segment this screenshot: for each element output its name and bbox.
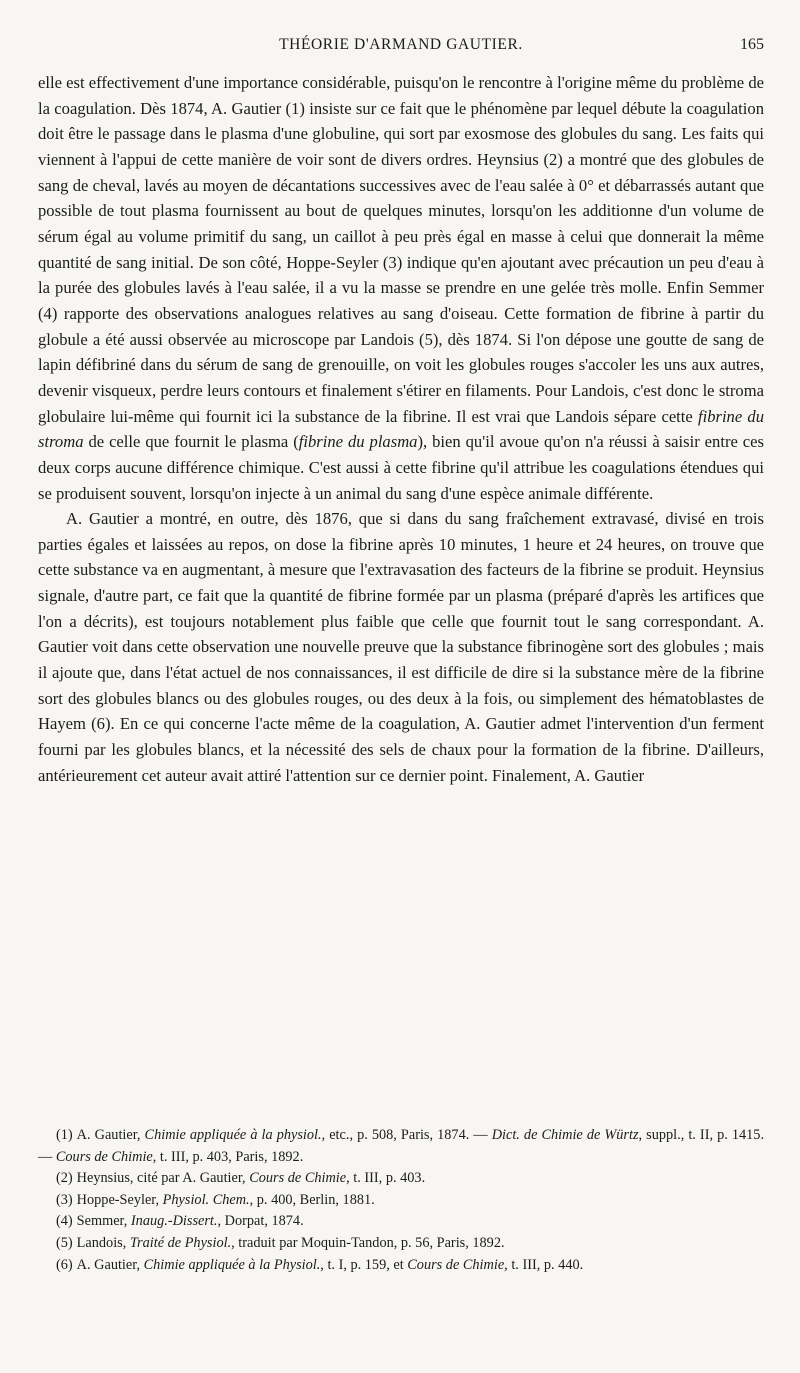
footnote-2-text-2: , t. III, p. 403. <box>346 1170 426 1187</box>
footnote-6 <box>38 1255 764 1277</box>
footnote-6-mark: (6) <box>56 1256 73 1273</box>
paragraph-1-text-2: de celle que fournit le plasma ( <box>83 432 299 452</box>
footnote-1-text-2: , etc., p. 508, Paris, 1874. — <box>321 1127 492 1143</box>
page-number: 165 <box>740 36 764 53</box>
footnote-6-text-3: , t. III, p. 440. <box>504 1256 584 1273</box>
footnote-3-text-2: , p. 400, Berlin, 1881. <box>249 1191 375 1208</box>
footnote-3-text: Hoppe-Seyler, <box>76 1191 163 1208</box>
body-text <box>38 70 764 788</box>
footnote-1 <box>38 1125 764 1168</box>
footnote-3 <box>38 1190 764 1212</box>
footnote-6-title-2: Cours de Chimie <box>407 1256 505 1273</box>
footnote-1-text-3: , suppl., t. II, p. 1415. — <box>38 1127 765 1165</box>
footnote-3-title: Physiol. Chem. <box>162 1191 250 1208</box>
footnote-3-mark: (3) <box>56 1191 73 1208</box>
footnote-2-title: Cours de Chimie <box>249 1170 347 1187</box>
paragraph-2: A. Gautier a montré, en outre, dès 1876, que si dans du sang fraîchement extravasé, divisé en trois parties égales et laissées au repos, on dose la fibrine après 10 minutes, 1 heure et 24 heures, on trouve que cette substance va en augmentant, à mesure que l'extravasation des facteurs de la fibrine se produit. Heynsius signale, d'autre part, ce fait que la quantité de fibrine formée par un plasma (préparé d'après les artifices que l'on a décrits), est toujours notablement plus faible que celle que fournit tout le sang correspondant. A. Gautier voit dans cette observation une nouvelle preuve que la substance fibrinogène sort des globules ; mais il ajoute que, dans l'état actuel de nos connaissances, il est difficile de dire si la substance mère de la fibrine sort des globules blancs ou des globules rouges, ou des deux à la fois, ou simplement des hématoblastes de Hayem (6). En ce qui concerne l'acte même de la coagulation, A. Gautier admet l'intervention d'un ferment fourni par les globules blancs, et la nécessité des sels de chaux pour la formation de la fibrine. D'ailleurs, antérieurement cet auteur avait attiré l'attention sur ce dernier point. Finalement, A. Gautier <box>38 509 764 785</box>
footnote-5-text-2: , traduit par Moquin-Tandon, p. 56, Paris, 1892. <box>231 1234 505 1251</box>
paragraph-1 <box>38 70 764 506</box>
footnote-5-title: Traité de Physiol. <box>129 1234 232 1251</box>
paragraph-1-text: elle est effectivement d'une importance considérable, puisqu'on le rencontre à l'origine même du problème de la coagulation. Dès 1874, A. Gautier (1) insiste sur ce fait que le phénomène par lequel débute la coagulation doit être le passage dans le plasma d'une globuline, qui sort par exosmose des globules du sang. Les faits qui viennent à l'appui de cette manière de voir sont de divers ordres. Heynsius (2) a montré que des globules de sang de cheval, lavés au moyen de décantations successives avec de l'eau salée à 0° et débarrassés autant que possible de tout plasma fournissent au bout de quelques minutes, lorsqu'on les additionne d'un volume de sérum égal au volume primitif du sang, un caillot à peu près égal en masse à celui que donnerait la même quantité de sang initial. De son côté, Hoppe-Seyler (3) indique qu'en ajoutant avec précaution un peu d'eau à la purée des globules lavés à l'eau salée, il a vu la masse se prendre en une gelée très molle. Enfin Semmer (4) rapporte des observations analogues relatives au sang d'oiseau. Cette formation de fibrine à partir du globule a été aussi observée au microscope par Landois (5), dès 1874. Si l'on dépose une goutte de sang de lapin défibriné dans du sérum de sang de grenouille, on voit les globules rouges s'accoler les uns aux autres, devenir visqueux, perdre leurs contours et finalement s'étirer en filaments. Pour Landois, c'est donc le stroma globulaire lui-même qui fournit ici la substance de la fibrine. Il est vrai que Landois sépare cette <box>38 73 764 426</box>
footnote-4 <box>38 1211 764 1233</box>
footnotes <box>38 1125 764 1276</box>
footnote-5-mark: (5) <box>56 1234 73 1251</box>
footnote-4-text-2: , Dorpat, 1874. <box>217 1213 304 1230</box>
footnote-2-mark: (2) <box>56 1170 73 1187</box>
footnote-1-title-2: Dict. de Chimie de Würtz <box>491 1127 639 1143</box>
italic-term-fibrine-du-stroma: fibrine du stroma <box>38 406 764 452</box>
footnote-5 <box>38 1233 764 1255</box>
italic-term-fibrine-du-plasma: fibrine du plasma <box>298 432 418 452</box>
footnote-4-text: Semmer, <box>76 1213 131 1230</box>
footnote-2-text: Heynsius, cité par A. Gautier, <box>76 1170 250 1187</box>
footnote-1-title-3: Cours de Chimie <box>55 1148 153 1165</box>
running-title: THÉORIE D'ARMAND GAUTIER. <box>279 36 523 53</box>
paragraph-1-text-3: ), bien qu'il avoue qu'on n'a réussi à saisir entre ces deux corps aucune différence chimique. C'est aussi à cette fibrine qu'il attribue les coagulations étendues qui se produisent souvent, lorsqu'on injecte à un animal du sang d'une espèce animale différente. <box>38 432 764 503</box>
footnote-4-mark: (4) <box>56 1213 73 1230</box>
footnote-1-mark: (1) <box>56 1127 73 1143</box>
footnote-6-text-2: , t. I, p. 159, et <box>320 1256 408 1273</box>
footnote-2 <box>38 1168 764 1190</box>
footnote-1-text: A. Gautier, <box>76 1127 145 1143</box>
footnote-1-title: Chimie appliquée à la physiol. <box>144 1127 322 1143</box>
footnote-4-title: Inaug.-Dissert. <box>130 1213 218 1230</box>
footnote-1-text-4: , t. III, p. 403, Paris, 1892. <box>152 1148 304 1165</box>
page-header <box>38 36 764 60</box>
footnote-5-text: Landois, <box>76 1234 130 1251</box>
footnote-6-text: A. Gautier, <box>76 1256 144 1273</box>
footnote-6-title: Chimie appliquée à la Physiol. <box>143 1256 321 1273</box>
